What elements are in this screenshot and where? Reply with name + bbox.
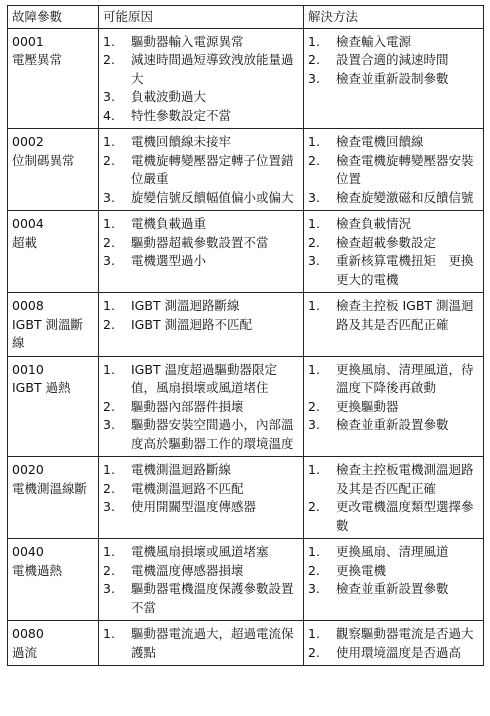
cause-cell xyxy=(99,211,304,293)
solution-text: 檢查電機旋轉變壓器安裝位置 xyxy=(336,152,474,186)
fault-param-cell xyxy=(8,28,99,129)
item-number: 1. xyxy=(308,216,320,231)
item-number: 1. xyxy=(308,462,320,477)
cause-list xyxy=(103,133,300,207)
solution-item xyxy=(308,543,480,562)
solution-text: 檢查主控板 IGBT 測溫迴路及其是否匹配正確 xyxy=(336,298,474,332)
solution-item xyxy=(308,461,480,498)
item-number: 2. xyxy=(103,234,115,250)
cause-item xyxy=(103,297,300,316)
item-number: 3. xyxy=(103,253,115,268)
fault-code: 0002 xyxy=(12,134,44,149)
item-number: 2. xyxy=(308,152,320,168)
item-number: 3. xyxy=(308,253,320,268)
item-number: 1. xyxy=(103,33,115,49)
fault-table xyxy=(7,5,484,666)
solution-list xyxy=(308,133,480,207)
item-number: 3. xyxy=(308,581,320,596)
cause-item xyxy=(103,33,300,52)
item-number: 1. xyxy=(308,626,320,641)
item-number: 1. xyxy=(103,216,115,231)
item-number: 2. xyxy=(103,562,115,578)
item-number: 2. xyxy=(308,52,320,67)
solution-item xyxy=(308,625,480,644)
cause-text: 驅動器安裝空間過小，內部溫度高於驅動器工作的環境溫度 xyxy=(131,417,294,451)
cause-text: 使用開關型溫度傳感器 xyxy=(131,499,257,514)
solution-cell xyxy=(304,539,484,621)
cause-list xyxy=(103,215,300,271)
cause-item xyxy=(103,498,300,517)
cause-list xyxy=(103,33,300,126)
solution-cell xyxy=(304,129,484,211)
solution-cell xyxy=(304,211,484,293)
cause-cell xyxy=(99,356,304,457)
cause-item xyxy=(103,133,300,152)
solution-item xyxy=(308,70,480,89)
item-number: 3. xyxy=(308,417,320,432)
fault-param-cell xyxy=(8,356,99,457)
solution-list xyxy=(308,215,480,289)
solution-text: 重新核算電機扭矩 更換更大的電機 xyxy=(336,253,474,287)
cause-text: 減速時間過短導致洩放能量過大 xyxy=(131,52,294,86)
cause-item xyxy=(103,88,300,107)
solution-item xyxy=(308,580,480,599)
cause-item xyxy=(103,580,300,617)
cause-text: 電機測溫迴路不匹配 xyxy=(131,480,244,496)
solution-text: 檢查電機回饋線 xyxy=(336,134,424,149)
fault-name: IGBT 測溫斷線 xyxy=(12,316,84,350)
item-number: 1. xyxy=(103,134,115,149)
cause-text: 電機旋轉變壓器定轉子位置錯位嚴重 xyxy=(131,152,294,186)
fault-param-cell xyxy=(8,211,99,293)
item-number: 1. xyxy=(103,361,115,377)
cause-item xyxy=(103,152,300,189)
fault-code: 0080 xyxy=(12,626,44,641)
cause-item xyxy=(103,234,300,253)
fault-code: 0040 xyxy=(12,544,44,559)
cause-item xyxy=(103,316,300,335)
solution-text: 檢查並重新設置參數 xyxy=(336,417,449,432)
solution-text: 檢查旋變激磁和反饋信號 xyxy=(336,189,474,205)
item-number: 1. xyxy=(103,462,115,477)
solution-item xyxy=(308,644,480,663)
fault-param-cell xyxy=(8,539,99,621)
table-row xyxy=(8,211,484,293)
cause-cell xyxy=(99,539,304,621)
solution-text: 更換風扇、清理風道，待溫度下降後再啟動 xyxy=(336,361,474,395)
solution-text: 觀察驅動器電流是否過大 xyxy=(336,626,474,641)
cause-text: 驅動器電機溫度保護參數設置不當 xyxy=(131,581,294,615)
item-number: 3. xyxy=(103,499,115,514)
cause-cell xyxy=(99,457,304,539)
solution-item xyxy=(308,51,480,70)
fault-code: 0001 xyxy=(12,33,44,49)
table-row xyxy=(8,129,484,211)
header-row xyxy=(8,6,484,29)
solution-item xyxy=(308,133,480,152)
solution-list xyxy=(308,461,480,535)
cause-text: IGBT 溫度超過驅動器限定值，風扇損壞或風道堵住 xyxy=(131,361,278,395)
solution-item xyxy=(308,498,480,535)
fault-name: 電機過熱 xyxy=(12,562,63,578)
fault-param-cell xyxy=(8,457,99,539)
fault-name: 電機測溫線斷 xyxy=(12,480,88,496)
item-number: 4. xyxy=(103,107,115,123)
item-number: 1. xyxy=(308,33,320,49)
cause-item xyxy=(103,543,300,562)
item-number: 1. xyxy=(308,544,320,559)
solution-text: 檢查並重新設制參數 xyxy=(336,70,449,86)
cause-text: 電機回饋線未接牢 xyxy=(131,134,232,149)
cause-text: 驅動器電流過大，超過電流保護點 xyxy=(131,626,294,660)
item-number: 2. xyxy=(308,234,320,250)
cause-item xyxy=(103,361,300,398)
header-solution: 解決方法 xyxy=(304,6,484,29)
cause-text: 電機負載過重 xyxy=(131,216,207,231)
solution-list xyxy=(308,625,480,662)
solution-text: 更改電機溫度類型選擇參數 xyxy=(336,499,474,533)
cause-item xyxy=(103,252,300,271)
table-row xyxy=(8,457,484,539)
solution-text: 檢查主控板電機測溫迴路及其是否匹配正確 xyxy=(336,462,474,496)
cause-text: 負載波動過大 xyxy=(131,89,207,104)
item-number: 3. xyxy=(103,581,115,596)
fault-param-cell xyxy=(8,129,99,211)
solution-item xyxy=(308,562,480,581)
solution-cell xyxy=(304,457,484,539)
cause-item xyxy=(103,562,300,581)
item-number: 3. xyxy=(308,70,320,86)
cause-text: IGBT 測溫迴路斷線 xyxy=(131,298,240,313)
solution-item xyxy=(308,215,480,234)
solution-cell xyxy=(304,28,484,129)
cause-text: 電機溫度傳感器損壞 xyxy=(131,562,244,578)
item-number: 2. xyxy=(103,480,115,496)
solution-text: 檢查負載情況 xyxy=(336,216,412,231)
solution-item xyxy=(308,33,480,52)
cause-text: 旋變信號反饋幅值偏小或偏大 xyxy=(131,189,294,205)
solution-text: 檢查並重新設置參數 xyxy=(336,581,449,596)
fault-code: 0008 xyxy=(12,298,44,313)
solution-item xyxy=(308,398,480,417)
cause-item xyxy=(103,107,300,126)
item-number: 2. xyxy=(103,398,115,414)
item-number: 2. xyxy=(308,562,320,578)
solution-item xyxy=(308,152,480,189)
item-number: 1. xyxy=(308,134,320,149)
cause-item xyxy=(103,189,300,208)
cause-item xyxy=(103,480,300,499)
item-number: 3. xyxy=(103,417,115,432)
solution-item xyxy=(308,234,480,253)
fault-code: 0010 xyxy=(12,361,44,377)
table-row xyxy=(8,293,484,357)
cause-list xyxy=(103,461,300,517)
item-number: 2. xyxy=(103,52,115,67)
solution-cell xyxy=(304,621,484,666)
cause-text: 驅動器超載參數設置不當 xyxy=(131,234,269,250)
solution-item xyxy=(308,297,480,334)
item-number: 3. xyxy=(308,189,320,205)
solution-text: 更換風扇、清理風道 xyxy=(336,544,449,559)
cause-list xyxy=(103,297,300,334)
fault-code: 0004 xyxy=(12,216,44,231)
solution-text: 使用環境溫度是否過高 xyxy=(336,644,462,660)
header-fault-param: 故障參數 xyxy=(8,6,99,29)
fault-name: 電壓異常 xyxy=(12,52,63,67)
cause-text: 電機選型過小 xyxy=(131,253,207,268)
item-number: 2. xyxy=(308,398,320,414)
item-number: 1. xyxy=(103,626,115,641)
solution-list xyxy=(308,543,480,599)
solution-text: 檢查超載參數設定 xyxy=(336,234,437,250)
solution-list xyxy=(308,297,480,334)
cause-text: 電機風扇損壞或風道堵塞 xyxy=(131,544,269,559)
item-number: 1. xyxy=(103,298,115,313)
cause-text: 特性參數設定不當 xyxy=(131,107,232,123)
solution-text: 更換電機 xyxy=(336,562,387,578)
cause-cell xyxy=(99,28,304,129)
cause-item xyxy=(103,215,300,234)
table-row xyxy=(8,539,484,621)
item-number: 1. xyxy=(103,544,115,559)
fault-name: 過流 xyxy=(12,644,38,660)
solution-text: 設置合適的減速時間 xyxy=(336,52,449,67)
solution-list xyxy=(308,361,480,435)
item-number: 1. xyxy=(308,298,320,313)
cause-list xyxy=(103,625,300,662)
cause-list xyxy=(103,361,300,454)
solution-item xyxy=(308,416,480,435)
fault-name: 位制碼異常 xyxy=(12,152,75,168)
solution-cell xyxy=(304,356,484,457)
cause-cell xyxy=(99,293,304,357)
item-number: 2. xyxy=(103,152,115,168)
fault-param-cell xyxy=(8,621,99,666)
cause-item xyxy=(103,51,300,88)
solution-cell xyxy=(304,293,484,357)
cause-item xyxy=(103,625,300,662)
item-number: 2. xyxy=(308,644,320,660)
table-row xyxy=(8,28,484,129)
cause-item xyxy=(103,398,300,417)
cause-text: IGBT 測溫迴路不匹配 xyxy=(131,316,253,332)
item-number: 3. xyxy=(103,189,115,205)
item-number: 3. xyxy=(103,89,115,104)
cause-cell xyxy=(99,129,304,211)
item-number: 2. xyxy=(308,499,320,514)
cause-text: 驅動器輸入電源異常 xyxy=(131,33,244,49)
solution-item xyxy=(308,189,480,208)
table-row xyxy=(8,356,484,457)
cause-cell xyxy=(99,621,304,666)
header-possible-cause: 可能原因 xyxy=(99,6,304,29)
cause-text: 電機測溫迴路斷線 xyxy=(131,462,232,477)
cause-list xyxy=(103,543,300,617)
table-body xyxy=(8,28,484,666)
cause-item xyxy=(103,461,300,480)
solution-item xyxy=(308,361,480,398)
fault-name: 超載 xyxy=(12,234,38,250)
solution-item xyxy=(308,252,480,289)
item-number: 2. xyxy=(103,316,115,332)
fault-name: IGBT 過熱 xyxy=(12,380,71,395)
fault-code: 0020 xyxy=(12,462,44,477)
cause-text: 驅動器內部器件損壞 xyxy=(131,398,244,414)
item-number: 1. xyxy=(308,361,320,377)
solution-text: 更換驅動器 xyxy=(336,398,399,414)
cause-item xyxy=(103,416,300,453)
solution-list xyxy=(308,33,480,89)
solution-text: 檢查輸入電源 xyxy=(336,33,412,49)
fault-param-cell xyxy=(8,293,99,357)
table-row xyxy=(8,621,484,666)
